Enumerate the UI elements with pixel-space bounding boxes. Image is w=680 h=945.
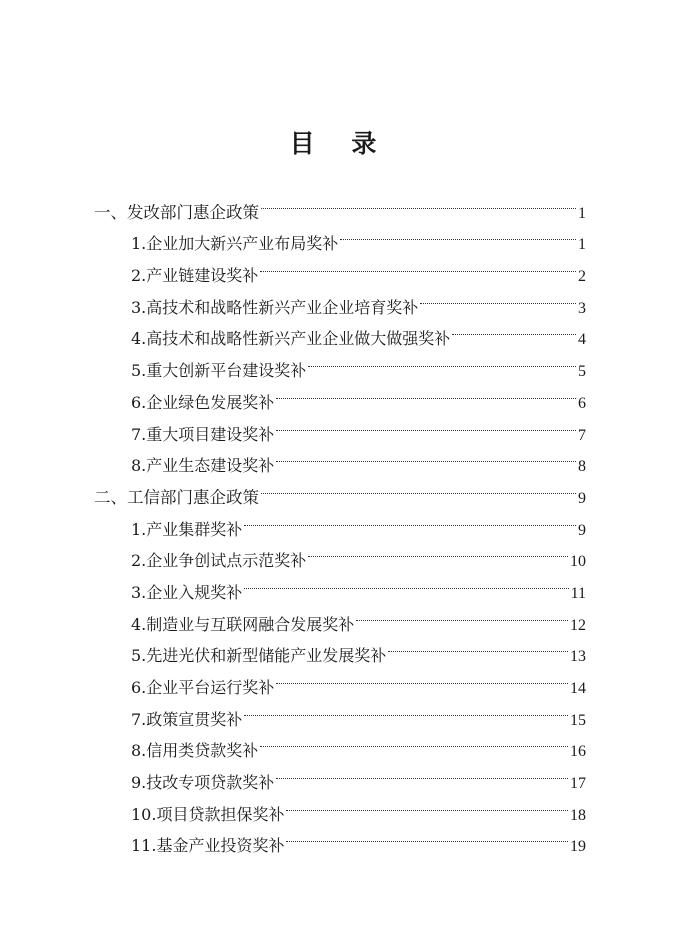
toc-page-number: 18 [570, 806, 586, 824]
toc-page-number: 13 [570, 648, 586, 666]
dot-leader [308, 535, 568, 567]
toc-page-number: 19 [570, 838, 586, 856]
dot-leader [356, 598, 568, 630]
toc-entry-label: 5.先进光伏和新型储能产业发展奖补 [131, 646, 387, 666]
toc-entry-label: 一、发改部门惠企政策 [94, 202, 259, 222]
dot-leader [276, 376, 576, 408]
toc-page-number: 11 [570, 584, 586, 602]
toc-page-number: 16 [570, 743, 586, 761]
toc-entry-label: 1.产业集群奖补 [131, 519, 243, 539]
toc-page-number: 9 [578, 489, 586, 507]
toc-entry-label: 2.企业争创试点示范奖补 [131, 551, 307, 571]
toc-page-number: 10 [570, 553, 586, 571]
toc-page-number: 4 [578, 331, 586, 349]
page-title: 目 录 [289, 129, 391, 158]
toc-page-number: 14 [570, 680, 586, 697]
toc-entry-label: 11.基金产业投资奖补 [131, 836, 285, 856]
toc-entry-label: 二、工信部门惠企政策 [94, 487, 259, 507]
toc-entry-label: 9.技改专项贷款奖补 [131, 773, 275, 793]
dot-leader [276, 756, 568, 788]
dot-leader [276, 440, 576, 472]
dot-leader [452, 313, 576, 345]
toc-page-number: 9 [578, 521, 586, 539]
toc-entry-label: 4.高技术和战略性新兴产业企业做大做强奖补 [131, 329, 451, 349]
dot-leader [261, 186, 576, 218]
toc-entry-label: 5.重大创新平台建设奖补 [131, 361, 307, 381]
dot-leader [244, 566, 568, 598]
toc-page-number: 5 [578, 363, 586, 381]
toc-page-number: 2 [578, 268, 586, 286]
toc-entry-label: 2.产业链建设奖补 [131, 266, 259, 286]
toc-page-number: 17 [570, 775, 586, 793]
toc-entry-label: 3.企业入规奖补 [131, 582, 243, 602]
toc-page-number: 1 [578, 204, 586, 222]
toc-page-number: 7 [578, 426, 586, 444]
dot-leader [261, 471, 576, 503]
dot-leader [260, 725, 568, 757]
toc-page-number: 3 [578, 299, 586, 317]
dot-leader [276, 661, 568, 693]
dot-leader [276, 408, 576, 440]
toc-page-number: 6 [578, 394, 586, 412]
dot-leader [388, 630, 568, 662]
dot-leader [340, 218, 576, 250]
dot-leader [244, 503, 576, 535]
dot-leader [420, 281, 576, 313]
toc-entry-label: 8.产业生态建设奖补 [131, 456, 275, 476]
toc-entry-label: 6.企业绿色发展奖补 [131, 392, 275, 412]
toc-entry-label: 7.政策宣贯奖补 [131, 709, 243, 729]
toc-entry-label: 4.制造业与互联网融合发展奖补 [131, 614, 355, 634]
dot-leader [286, 788, 568, 820]
dot-leader [244, 693, 568, 725]
toc-page-number: 1 [578, 236, 586, 254]
dot-leader [286, 820, 568, 852]
toc-page-number: 15 [570, 711, 586, 729]
table-of-contents [94, 186, 586, 856]
toc-page-number: 12 [570, 616, 586, 634]
toc-entry-label: 10.项目贷款担保奖补 [131, 804, 285, 824]
toc-entry-label: 8.信用类贷款奖补 [131, 741, 259, 761]
toc-entry-label: 3.高技术和战略性新兴产业企业培育奖补 [131, 297, 419, 317]
dot-leader [260, 249, 576, 281]
toc-entry-label: 7.重大项目建设奖补 [131, 424, 275, 444]
toc-section[interactable] [94, 186, 586, 222]
toc-page-number: 8 [578, 458, 586, 476]
toc-entry-label: 6.企业平台运行奖补 [131, 678, 275, 697]
dot-leader [308, 344, 576, 376]
toc-entry-label: 1.企业加大新兴产业布局奖补 [131, 234, 339, 254]
